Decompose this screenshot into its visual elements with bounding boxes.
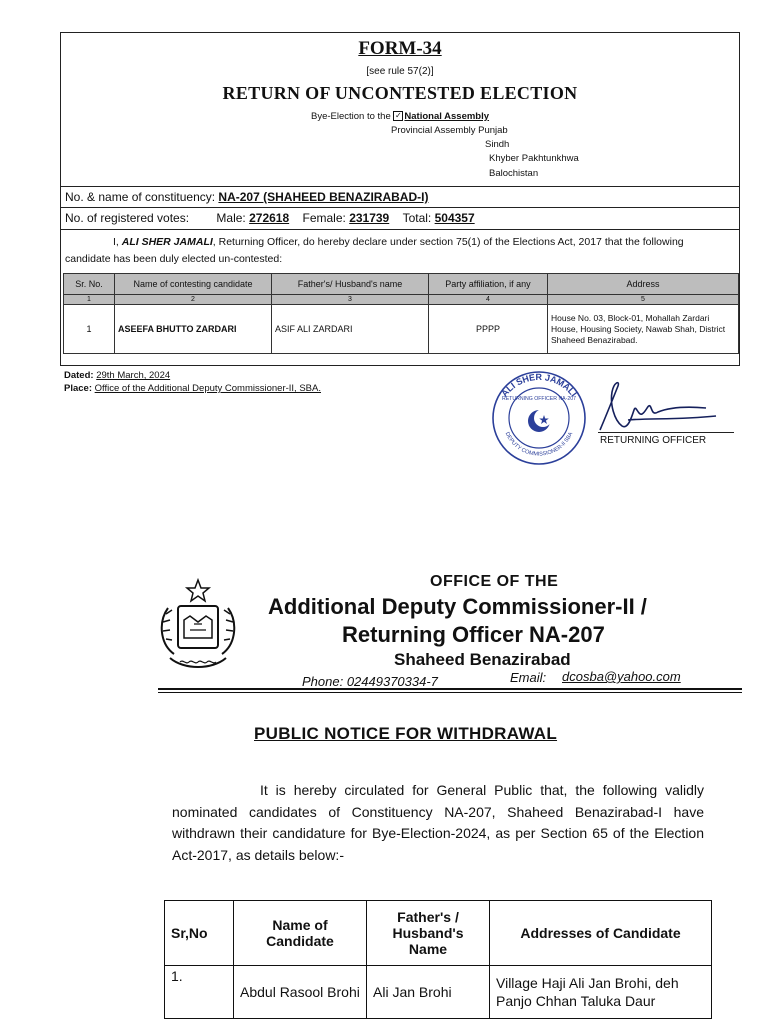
header-rule	[158, 692, 742, 693]
svg-text:ALI SHER JAMALI	[499, 372, 579, 399]
signature-line	[598, 432, 734, 433]
bye-election-line	[311, 111, 489, 122]
form-rule: [see rule 57(2)]	[366, 66, 434, 77]
column-header: Party affiliation, if any	[429, 274, 548, 295]
female-value: 231739	[349, 211, 390, 225]
signature	[588, 376, 728, 436]
column-header: Sr. No.	[64, 274, 115, 295]
cell-name: Abdul Rasool Brohi	[234, 966, 367, 1019]
constituency-label: No. & name of constituency:	[65, 190, 216, 204]
divider	[61, 207, 739, 208]
table-row	[165, 966, 712, 1019]
form-34-box	[60, 32, 740, 366]
sindh-option: Sindh	[485, 139, 510, 150]
male-value: 272618	[249, 211, 290, 225]
national-assembly-option: National Assembly	[404, 111, 490, 122]
punjab-option: Provincial Assembly Punjab	[391, 125, 508, 136]
table-header-row	[64, 274, 739, 295]
column-index: 4	[429, 295, 548, 305]
stamp-bottom: DEPUTY COMMISSIONER-II SBA	[503, 431, 575, 458]
withdrawal-table	[164, 900, 712, 1019]
office-of-label: OFFICE OF THE	[430, 573, 559, 590]
declaration-prefix: I,	[113, 236, 119, 248]
column-header: Father's/ Husband's name	[272, 274, 429, 295]
office-line-2: Returning Officer NA-207	[342, 622, 605, 647]
column-index: 5	[548, 295, 739, 305]
form-heading: RETURN OF UNCONTESTED ELECTION	[222, 83, 578, 103]
stamp-ring-text: RETURNING OFFICER NA-207	[501, 396, 577, 402]
checkbox-checked-icon: ✓	[395, 111, 402, 121]
kp-option: Khyber Pakhtunkhwa	[489, 153, 579, 164]
cell-sr: 1.	[165, 966, 234, 1019]
column-header: Address	[548, 274, 739, 295]
crescent-star-icon	[528, 409, 552, 432]
column-index: 3	[272, 295, 429, 305]
dated-label: Dated:	[64, 370, 94, 381]
table-row	[64, 305, 739, 354]
column-index: 2	[115, 295, 272, 305]
returning-officer-stamp	[484, 366, 594, 466]
balochistan-option: Balochistan	[489, 168, 539, 179]
cell-father: ASIF ALI ZARDARI	[272, 305, 429, 354]
table-index-row	[64, 295, 739, 305]
constituency-value: NA-207 (SHAHEED BENAZIRABAD-I)	[218, 190, 429, 204]
place-line	[64, 383, 321, 394]
header-rule	[158, 688, 742, 690]
cell-party: PPPP	[429, 305, 548, 354]
email-value: dcosba@yahoo.com	[562, 669, 681, 684]
divider	[61, 186, 739, 187]
dated-value: 29th March, 2024	[96, 370, 171, 381]
declaration-text: , Returning Officer, do hereby declare under section 75(1) of the Elections Act, 2017 that the following candidate has been duly elected un-contested:	[65, 236, 684, 265]
returning-officer-label: RETURNING OFFICER	[600, 435, 707, 446]
officer-name: ALI SHER JAMALI	[121, 236, 213, 248]
cell-name: ASEEFA BHUTTO ZARDARI	[115, 305, 272, 354]
notice-body: It is hereby circulated for General Public that, the following validly nominated candidates of Constituency NA-207, Shaheed Benazirabad-I have withdrawn their candidature for Bye-Election-2024, as per Section 65 of the Election Act-2017, as details below:-	[172, 782, 704, 863]
total-label: Total:	[402, 211, 432, 225]
divider	[61, 229, 739, 230]
cell-address: House No. 03, Block-01, Mohallah Zardari House, Housing Society, Nawab Shah, District Shaheed Benazirabad.	[548, 305, 739, 354]
office-line-1: Additional Deputy Commissioner-II /	[268, 594, 647, 619]
stamp-name: ALI SHER JAMALI	[499, 371, 579, 399]
declaration	[65, 234, 731, 268]
column-header: Sr,No	[165, 901, 234, 966]
total-value: 504357	[434, 211, 475, 225]
place-label: Place:	[64, 383, 92, 394]
email-label: Email:	[510, 670, 547, 685]
column-header: Addresses of Candidate	[490, 901, 712, 966]
cell-father: Ali Jan Brohi	[367, 966, 490, 1019]
cell-sr: 1	[64, 305, 115, 354]
constituency-row	[65, 190, 428, 204]
table-header-row	[165, 901, 712, 966]
notice-title: PUBLIC NOTICE FOR WITHDRAWAL	[254, 724, 558, 743]
female-label: Female:	[302, 211, 346, 225]
elected-candidate-table	[63, 273, 739, 354]
male-label: Male:	[216, 211, 246, 225]
column-index: 1	[64, 295, 115, 305]
form-title: FORM-34	[358, 38, 442, 59]
phone-text: Phone: 02449370334-7	[302, 674, 438, 689]
column-header: Name of Candidate	[234, 901, 367, 966]
bye-election-prefix: Bye-Election to the	[311, 111, 391, 122]
column-header: Father's / Husband's Name	[367, 901, 490, 966]
votes-label: No. of registered votes:	[65, 211, 190, 225]
sindh-government-emblem-icon	[150, 578, 246, 674]
votes-row	[65, 211, 475, 225]
cell-address: Village Haji Ali Jan Brohi, deh Panjo Chhan Taluka Daur	[490, 966, 712, 1019]
office-line-3: Shaheed Benazirabad	[394, 650, 571, 669]
column-header: Name of contesting candidate	[115, 274, 272, 295]
place-value: Office of the Additional Deputy Commissioner-II, SBA.	[94, 383, 321, 394]
dated-line	[64, 370, 170, 381]
